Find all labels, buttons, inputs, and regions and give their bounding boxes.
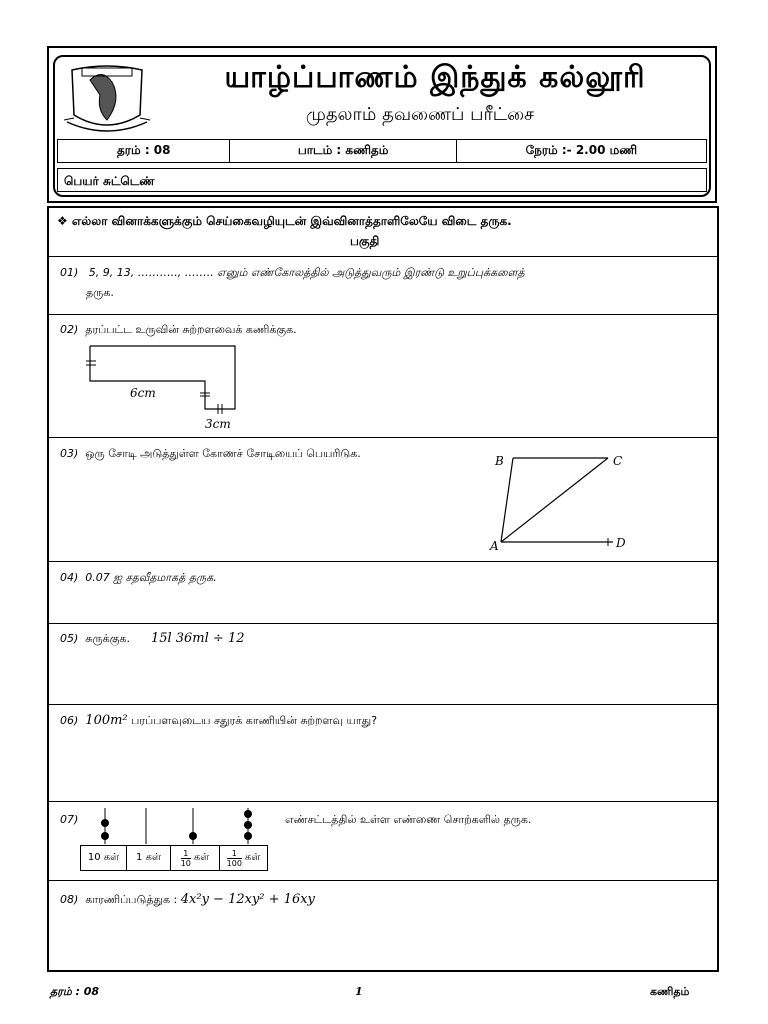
q2-shape-figure [80,340,250,435]
question-8 [60,892,315,908]
divider [47,880,719,881]
question-5 [60,631,245,647]
question-3 [60,447,361,462]
question-6 [60,713,377,729]
q3-angle-figure [485,448,635,558]
q1-number: 01) [60,266,79,279]
footer-grade: தரம் : 08 [50,985,100,998]
q5-expression: 15l 36ml ÷ 12 [150,631,245,646]
q7-text: எண்சட்டத்தில் உள்ள எண்ணை சொற்களில் தருக. [285,813,532,826]
tenths-suffix: கள் [193,852,210,863]
tenths-denominator: 10 [180,858,191,868]
q6-text: பரப்பளவுடைய சதுரக் காணியின் சுற்றளவு யாது? [131,714,378,727]
q1-text: 5, 9, 13, ……….., …….. எனும் எண்கோலத்தில் அடுத்துவரும் இரண்டு உறுப்புக்களைத் [88,266,525,279]
q7-abacus-place-values [80,845,268,871]
instruction-text: ❖ எல்லா வினாக்களுக்கும் செய்கைவழியுடன் இவ்வினாத்தாளிலேயே விடை தருக. [57,214,512,228]
question-2 [60,323,297,338]
q3-number: 03) [60,447,79,460]
divider [47,314,719,315]
q3-label-b: B [495,454,504,468]
q3-label-a: A [490,539,499,553]
divider [47,561,719,562]
divider [47,256,719,257]
q7-abacus-rods [80,806,270,846]
question-1 [60,266,525,281]
place-ones: 1 கள் [127,846,171,870]
q2-label-3cm: 3cm [205,417,231,431]
divider [47,704,719,705]
q6-expression: 100m² [85,713,128,728]
q2-text: தரப்பட்ட உருவின் சுற்றளவைக் கணிக்குக. [85,323,297,336]
q6-number: 06) [60,714,79,727]
subject-cell: பாடம் : கணிதம் [230,140,456,162]
q3-label-d: D [616,536,626,550]
divider [47,437,719,438]
q8-expression: 4x²y − 12xy² + 16xy [180,892,315,907]
q3-label-c: C [613,454,623,468]
q8-number: 08) [60,893,79,906]
q1-text-continued: தருக. [86,286,114,299]
q5-number: 05) [60,632,79,645]
time-cell: நேரம் :- 2.00 மணி [525,143,638,157]
college-crest-logo [62,60,152,140]
q3-text: ஒரு சோடி அடுத்துள்ள கோணச் சோடியைப் பெயரிடுக. [85,447,361,460]
q2-label-6cm: 6cm [130,386,156,400]
place-hundredths [220,846,267,870]
q2-number: 02) [60,323,79,336]
hundredths-denominator: 100 [226,858,242,868]
section-label: பகுதி [350,234,380,248]
q5-text: சுருக்குக. [85,632,130,645]
tenths-numerator: 1 [183,848,189,858]
q4-number: 04) [60,571,79,584]
q8-text: காரணிப்படுத்துக : [85,893,178,906]
question-4 [60,571,217,586]
footer-subject: கணிதம் [650,985,690,998]
hundredths-suffix: கள் [244,852,261,863]
hundredths-numerator: 1 [231,848,237,858]
divider [47,801,719,802]
name-index-field[interactable]: பெயர் சுட்டெண் [57,168,707,192]
q4-text: 0.07 ஐ சதவீதமாகத் தருக. [85,571,217,584]
exam-subtitle: முதலாம் தவணைப் பரீட்சை [305,104,535,125]
place-tenths [171,846,220,870]
divider [47,623,719,624]
place-tens: 10 கள் [81,846,127,870]
college-title: யாழ்ப்பாணம் இந்துக் கல்லூரி [224,60,646,95]
page-number: 1 [355,985,363,998]
exam-info-row [57,139,707,163]
q7-number: 07) [60,813,79,826]
grade-cell: தரம் : 08 [58,140,230,162]
